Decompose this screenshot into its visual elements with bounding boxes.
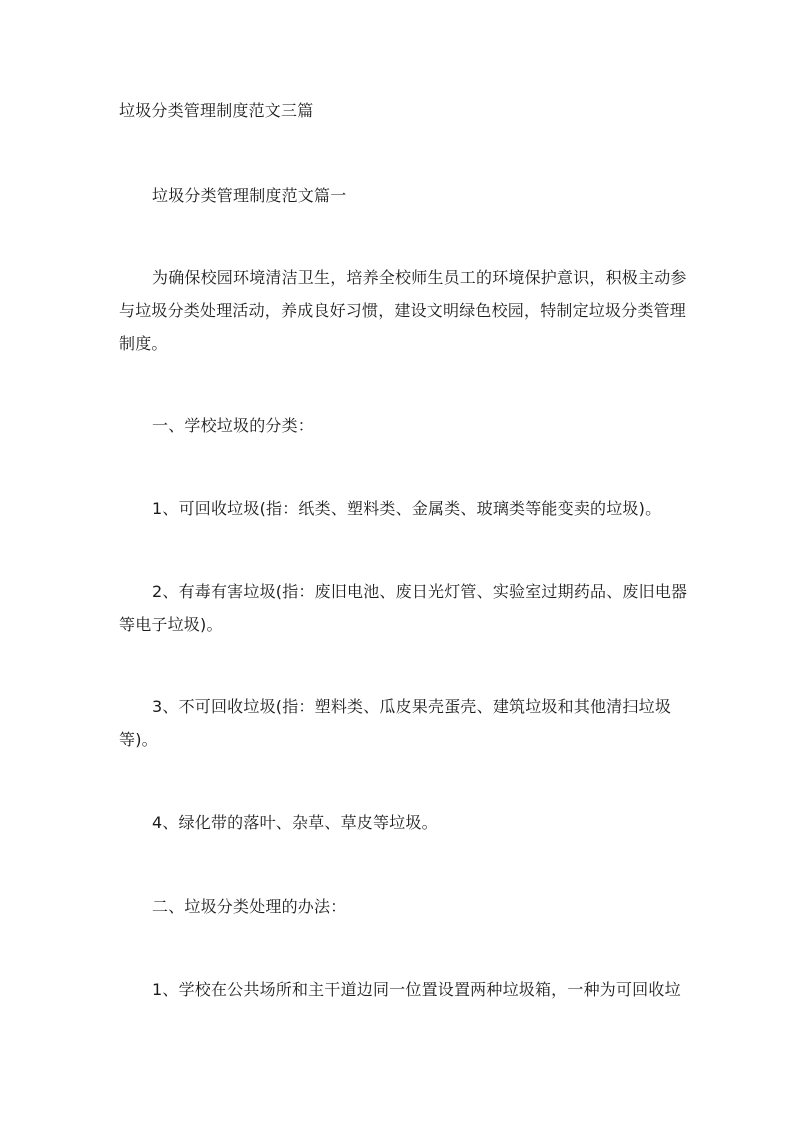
list-item-hazardous-line-1: 2、有毒有害垃圾(指：废旧电池、废日光灯管、实验室过期药品、废旧电器 bbox=[152, 582, 688, 601]
document-title: 垃圾分类管理制度范文三篇 bbox=[119, 101, 314, 120]
list-item-recyclable: 1、可回收垃圾(指：纸类、塑料类、金属类、玻璃类等能变卖的垃圾)。 bbox=[152, 499, 662, 518]
intro-line-1: 为确保校园环境清洁卫生，培养全校师生员工的环境保护意识，积极主动参 bbox=[152, 268, 687, 287]
list-item-nonrecyclable-line-1: 3、不可回收垃圾(指：塑料类、瓜皮果壳蛋壳、建筑垃圾和其他清扫垃圾 bbox=[152, 697, 672, 716]
intro-line-2: 与垃圾分类处理活动，养成良好习惯，建设文明绿色校园，特制定垃圾分类管理 bbox=[119, 301, 687, 320]
list-item-nonrecyclable-line-2: 等)。 bbox=[119, 730, 158, 749]
list-item-green-waste: 4、绿化带的落叶、杂草、草皮等垃圾。 bbox=[152, 813, 438, 832]
list-item-hazardous-line-2: 等电子垃圾)。 bbox=[119, 615, 223, 634]
heading-classification: 一、学校垃圾的分类： bbox=[152, 416, 315, 435]
heading-disposal-methods: 二、垃圾分类处理的办法： bbox=[152, 897, 347, 916]
section-title: 垃圾分类管理制度范文篇一 bbox=[152, 186, 347, 205]
intro-line-3: 制度。 bbox=[119, 334, 168, 353]
list-item-disposal-1: 1、学校在公共场所和主干道边同一位置设置两种垃圾箱，一种为可回收垃 bbox=[152, 980, 681, 999]
